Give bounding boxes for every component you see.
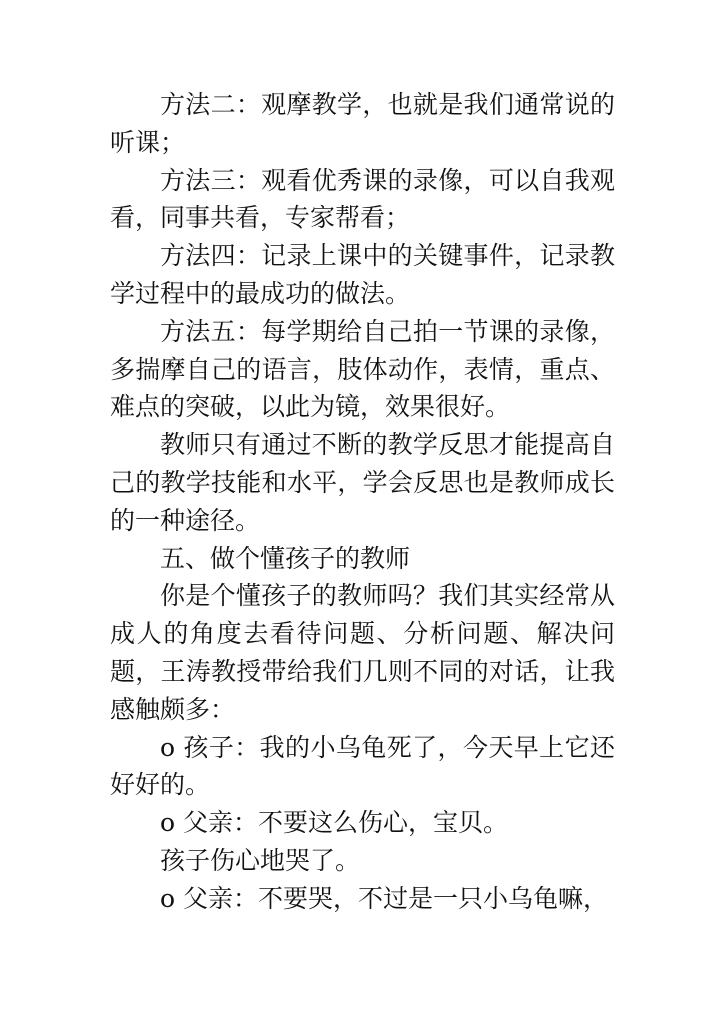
document-body [110, 86, 615, 918]
section-heading: 五、做个懂孩子的教师 [160, 543, 411, 573]
paragraph-reflection: 教师只有通过不断的教学反思才能提高自己的教学技能和水平，学会反思也是教师成长的一种途径。 [110, 430, 615, 535]
dialogue-father-1: o 父亲：不要这么伤心，宝贝。 [160, 808, 508, 838]
paragraph-method-4: 方法四：记录上课中的关键事件，记录教学过程中的最成功的做法。 [110, 241, 615, 308]
paragraph-intro: 你是个懂孩子的教师吗？我们其实经常从成人的角度去看待问题、分析问题、解决问题，王涛教授带给我们几则不同的对话，让我感触颇多： [110, 581, 615, 724]
narration-child-cries: 孩子伤心地哭了。 [160, 845, 361, 875]
paragraph-method-3: 方法三：观看优秀课的录像，可以自我观看，同事共看，专家帮看； [110, 165, 615, 233]
paragraph-method-5: 方法五：每学期给自己拍一节课的录像，多揣摩自己的语言，肢体动作，表情，重点、难点的突破，以此为镜，效果很好。 [110, 316, 615, 422]
paragraph-method-2: 方法二：观摩教学，也就是我们通常说的听课； [110, 90, 615, 157]
dialogue-child: o 孩子：我的小乌龟死了，今天早上它还好好的。 [110, 732, 615, 800]
dialogue-father-2: o 父亲：不要哭，不过是一只小乌龟嘛， [160, 883, 608, 913]
